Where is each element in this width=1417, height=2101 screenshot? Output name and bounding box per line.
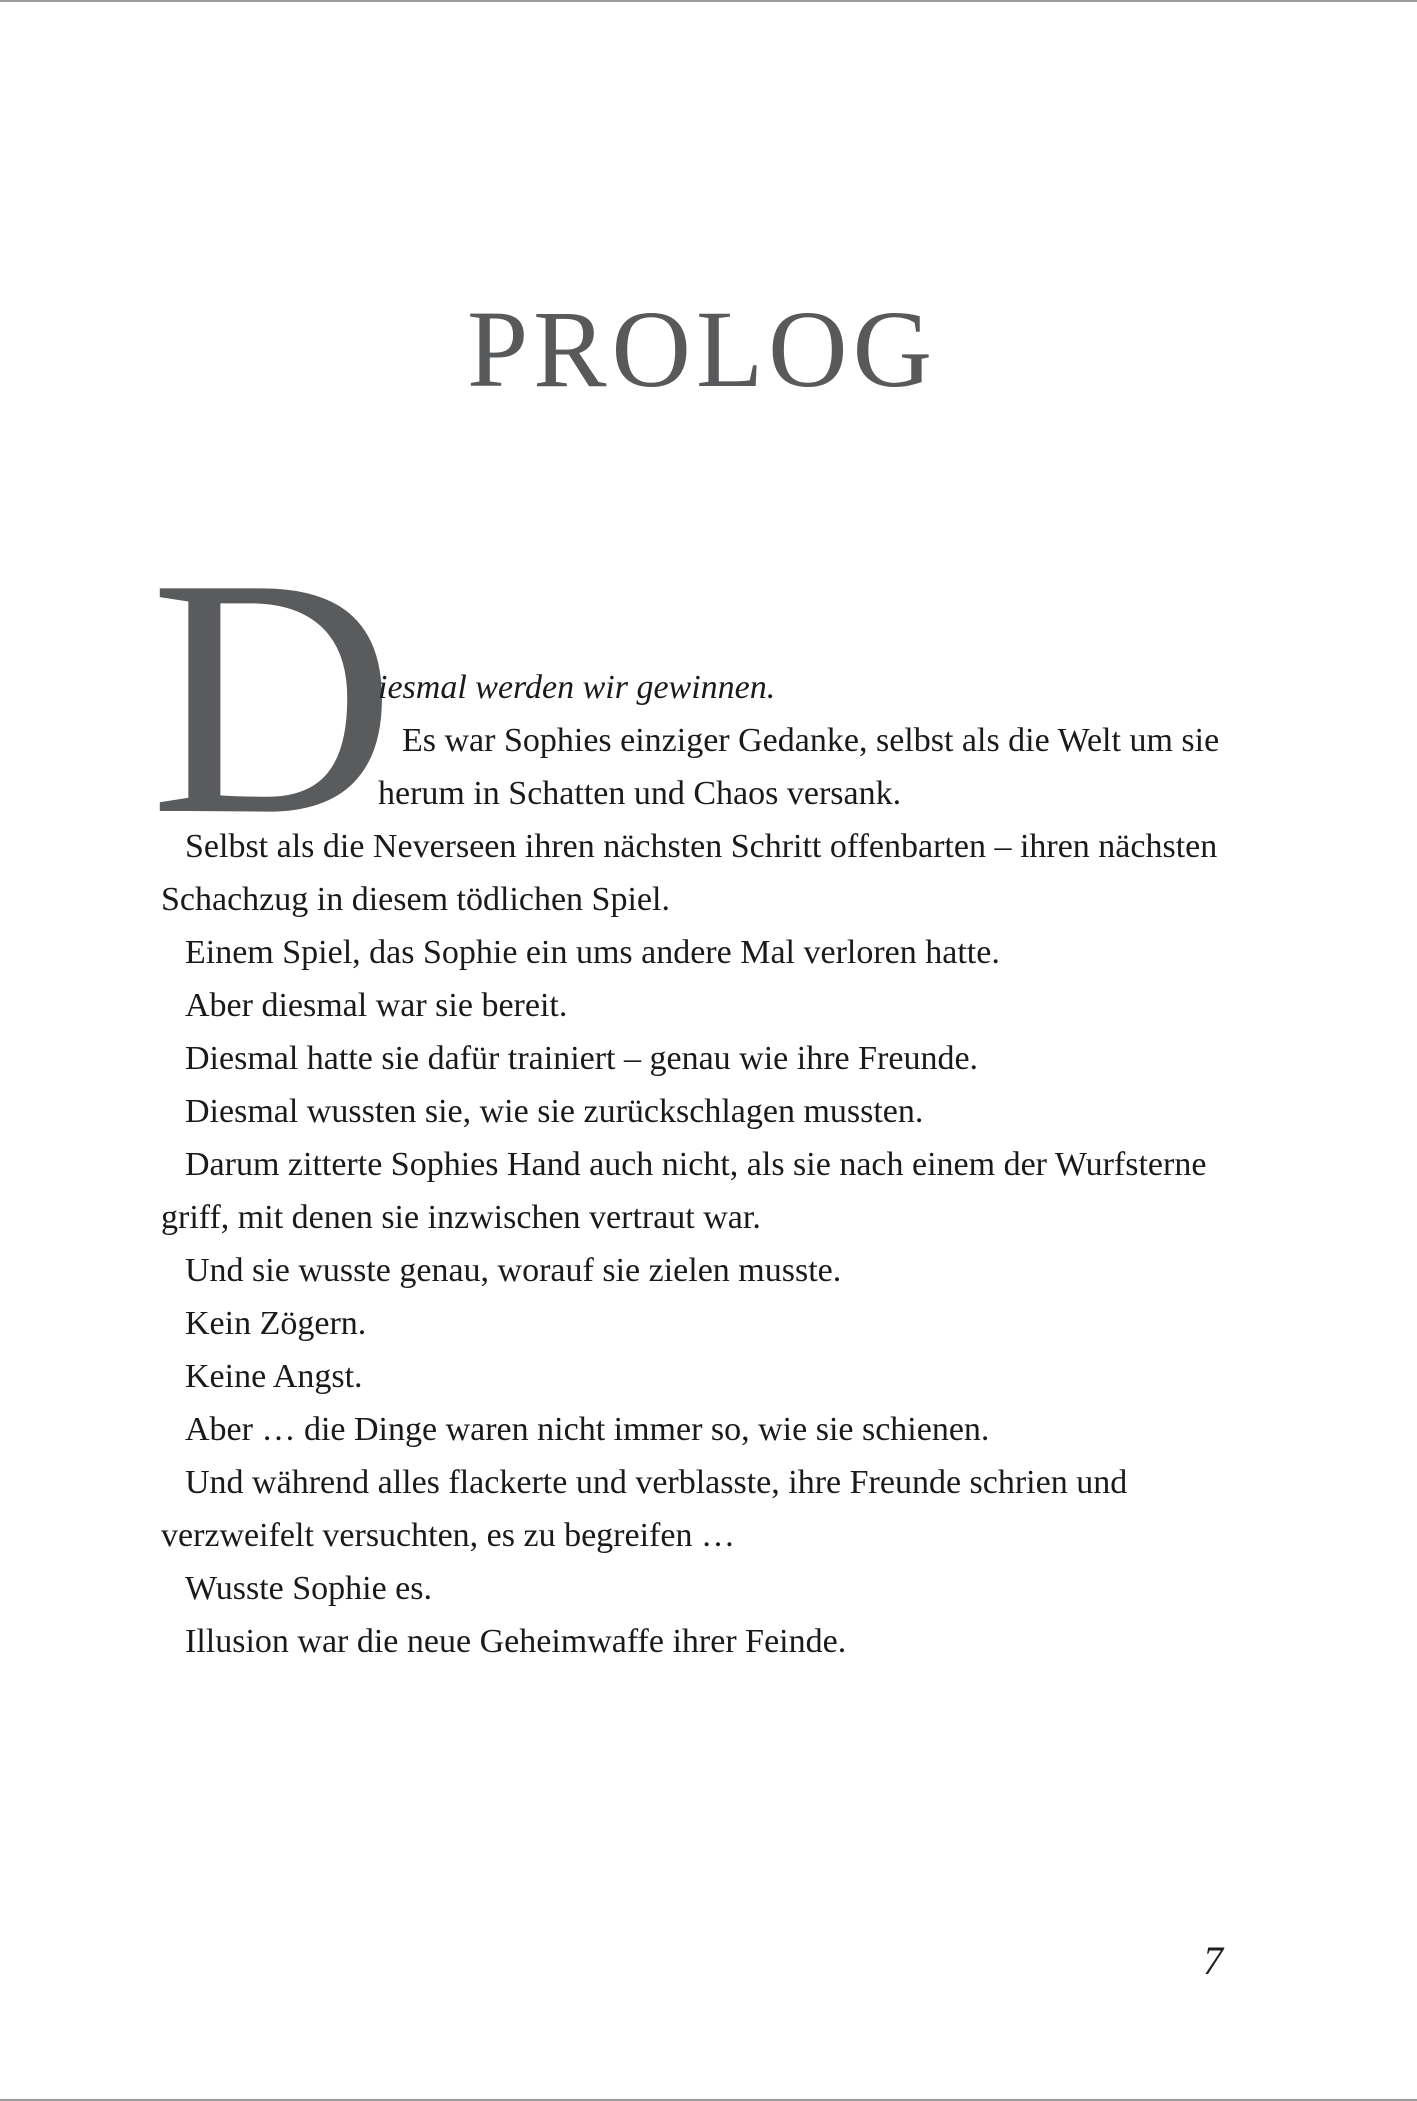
chapter-title: PROLOG (466, 288, 938, 410)
paragraph: Darum zitterte Sophies Hand auch nicht, als sie nach einem der Wurfsterne griff, mit denen sie inzwischen vertraut war. (161, 1146, 1207, 1236)
paragraph: Aber diesmal war sie bereit. (185, 987, 568, 1024)
opening-line-text: iesmal werden wir gewinnen. (378, 669, 776, 706)
paragraph: Diesmal hatte sie dafür trainiert – genau wie ihre Freunde. (185, 1040, 979, 1077)
paragraph: Es war Sophies einziger Gedanke, selbst als die Welt um sie herum in Schatten und Chaos versank. (378, 722, 1220, 812)
drop-cap-letter: D (150, 508, 396, 885)
page-number: 7 (1203, 1938, 1223, 1983)
paragraph: Und sie wusste genau, worauf sie zielen musste. (185, 1252, 842, 1289)
paragraph: Keine Angst. (185, 1358, 363, 1395)
drop-cap-spacer (161, 661, 378, 811)
paragraph: Diesmal wussten sie, wie sie zurückschlagen mussten. (185, 1093, 924, 1130)
paragraph: Wusste Sophie es. (185, 1570, 432, 1607)
paragraph: Und während alles flackerte und verblasste, ihre Freunde schrien und verzweifelt versuchten, es zu begreifen … (161, 1464, 1128, 1554)
paragraph: Illusion war die neue Geheimwaffe ihrer Feinde. (185, 1623, 847, 1660)
opening-line (161, 661, 1243, 714)
paragraph: Kein Zögern. (185, 1305, 367, 1342)
paragraph: Selbst als die Neverseen ihren nächsten Schritt offenbarten – ihren nächsten Schachzug in diesem tödlichen Spiel. (161, 828, 1218, 918)
paragraph: Einem Spiel, das Sophie ein ums andere Mal verloren hatte. (185, 934, 1000, 971)
body-text (161, 661, 1243, 1668)
paragraph: Aber … die Dinge waren nicht immer so, wie sie schienen. (185, 1411, 990, 1448)
